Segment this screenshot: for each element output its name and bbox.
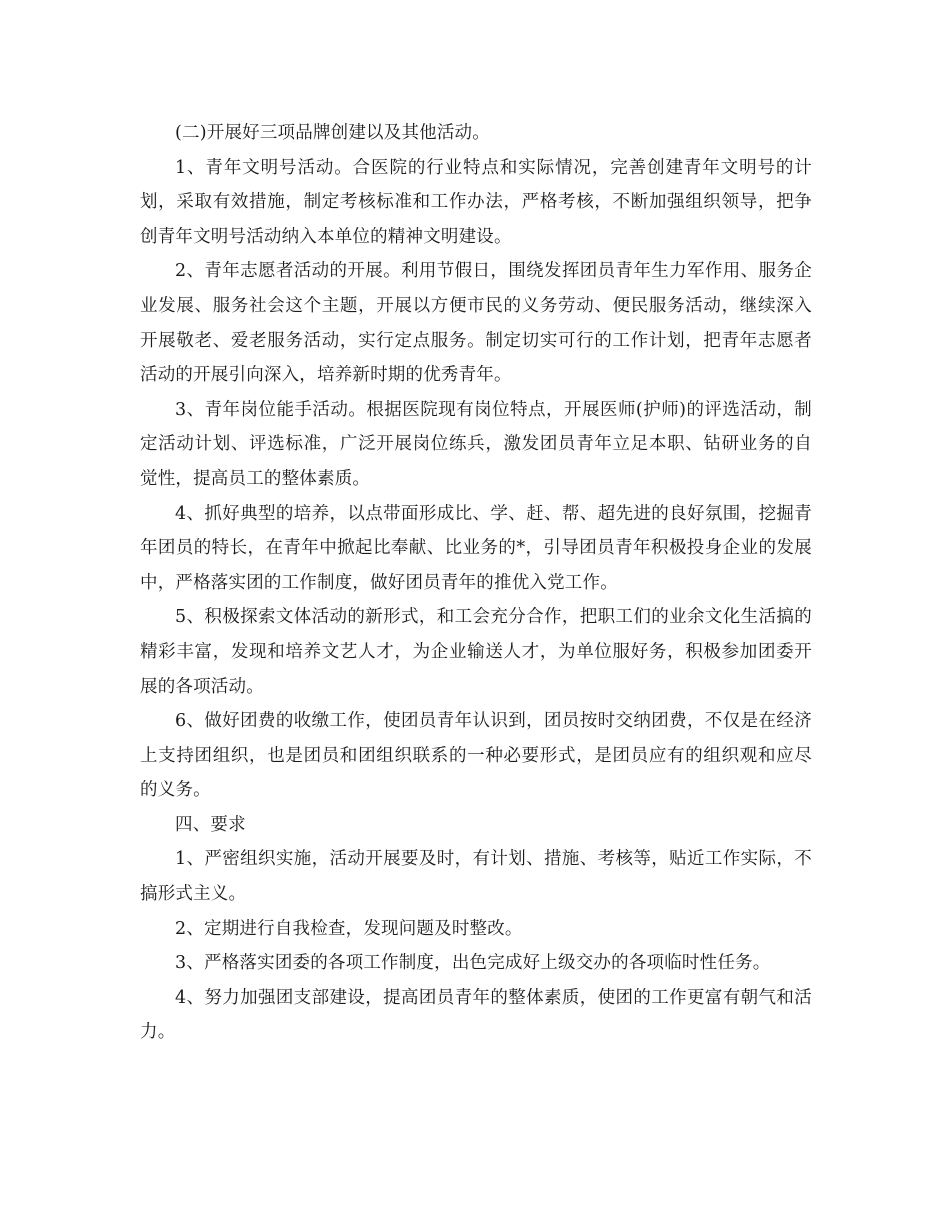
paragraph-requirement-2: 2、定期进行自我检查，发现问题及时整改。 xyxy=(175,918,523,939)
paragraph-youth-volunteers: 2、青年志愿者活动的开展。利用节假日，围绕发挥团员青年生力军作用、服务企业发展、服务社会这个主题，开展以方便市民的义务劳动、便民服务活动，继续深入开展敬老、爱老服务活动，实行定点服务。制定切实可行的工作计划，把青年志愿者活动的开展引向深入，培养新时期的优秀青年。 xyxy=(140,261,812,386)
paragraph-requirement-1: 1、严密组织实施，活动开展要及时，有计划、措施、考核等，贴近工作实际，不搞形式主义。 xyxy=(140,849,812,905)
paragraph-league-fees: 6、做好团费的收缴工作，使团员青年认识到，团员按时交纳团费，不仅是在经济上支持团组织，也是团员和团组织联系的一种必要形式，是团员应有的组织观和应尽的义务。 xyxy=(140,711,812,801)
paragraph-youth-civilization: 1、青年文明号活动。合医院的行业特点和实际情况，完善创建青年文明号的计划，采取有效措施，制定考核标准和工作办法，严格考核，不断加强组织领导，把争创青年文明号活动纳入本单位的精神文明建设。 xyxy=(140,157,812,247)
paragraph-post-experts: 3、青年岗位能手活动。根据医院现有岗位特点，开展医师(护师)的评选活动，制定活动计划、评选标准，广泛开展岗位练兵，激发团员青年立足本职、钻研业务的自觉性，提高员工的整体素质。 xyxy=(140,399,812,489)
paragraph-typical-training: 4、抓好典型的培养，以点带面形成比、学、赶、帮、超先进的良好氛围，挖掘青年团员的特长，在青年中掀起比奉献、比业务的*，引导团员青年积极投身企业的发展中，严格落实团的工作制度，做好团员青年的推优入党工作。 xyxy=(140,503,812,593)
section-heading-brand-activities: (二)开展好三项品牌创建以及其他活动。 xyxy=(175,123,490,143)
paragraph-requirement-3: 3、严格落实团委的各项工作制度，出色完成好上级交办的各项临时性任务。 xyxy=(175,953,771,974)
document-body xyxy=(140,116,812,1050)
section-heading-requirements: 四、要求 xyxy=(175,814,246,835)
paragraph-culture-sports: 5、积极探索文体活动的新形式，和工会充分合作，把职工们的业余文化生活搞的精彩丰富，发现和培养文艺人才，为企业输送人才，为单位服好务，积极参加团委开展的各项活动。 xyxy=(140,607,812,697)
paragraph-requirement-4: 4、努力加强团支部建设，提高团员青年的整体素质，使团的工作更富有朝气和活力。 xyxy=(140,987,812,1043)
